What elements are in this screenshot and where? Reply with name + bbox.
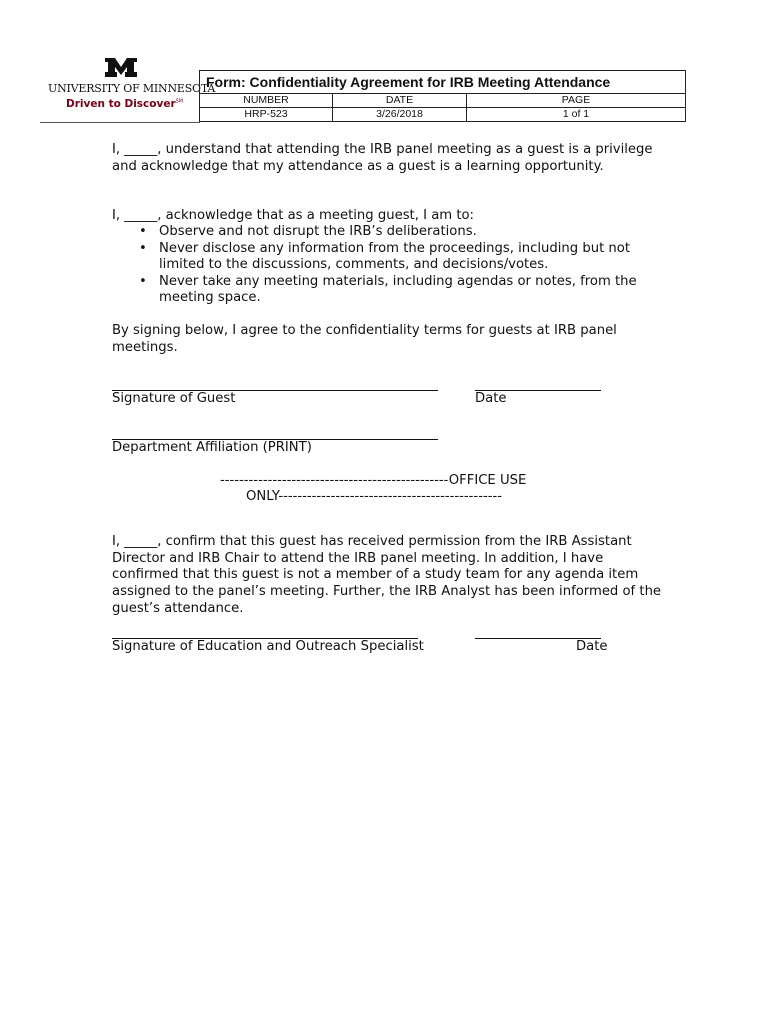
list-item [112, 224, 672, 241]
obligations-list [112, 224, 672, 307]
department-label: Department Affiliation (PRINT) [112, 440, 312, 455]
guest-date-label: Date [475, 391, 507, 406]
logo-tagline [66, 98, 183, 110]
bullet-icon: • [139, 240, 147, 256]
list-item [112, 274, 672, 307]
header-divider [40, 122, 200, 123]
guest-signature-label: Signature of Guest [112, 391, 236, 406]
office-use-divider: ------------------------------------------------OFFICE USE [220, 473, 527, 488]
date-value: 3/26/2018 [376, 108, 423, 120]
date-label: DATE [333, 94, 466, 108]
acknowledge-paragraph: I, _____, acknowledge that as a meeting guest, I am to: [112, 208, 474, 223]
date-cell [333, 94, 467, 121]
consent-paragraph: By signing below, I agree to the confidentiality terms for guests at IRB panel meetings. [112, 323, 617, 355]
office-use-divider-cont: ONLY----------------------------------------------- [246, 489, 502, 504]
bullet-text: Never disclose any information from the proceedings, including but not limited to the discussions, comments, and decisions/votes. [159, 240, 631, 272]
specialist-signature-label: Signature of Education and Outreach Specialist [112, 639, 424, 654]
understanding-paragraph: I, _____, understand that attending the IRB panel meeting as a guest is a privilege and acknowledge that my attendance as a guest is a learning opportunity. [112, 142, 653, 174]
list-item [112, 241, 672, 274]
university-logo [44, 56, 216, 118]
number-value: HRP-523 [244, 108, 288, 120]
page-cell [467, 94, 685, 121]
form-title: Form: Confidentiality Agreement for IRB Meeting Attendance [206, 74, 611, 90]
page-value: 1 of 1 [562, 108, 590, 120]
specialist-date-label: Date [576, 639, 608, 654]
confirmation-paragraph: I, _____, confirm that this guest has received permission from the IRB Assistant Director and IRB Chair to attend the IRB panel meeting. In addition, I have confirmed that this guest is not a member of a study team for any agenda item assigned to the panel’s meeting. Further, the IRB Analyst has been informed of the guest’s attendance. [112, 534, 662, 616]
form-meta-grid [200, 93, 685, 121]
service-mark: SM [175, 98, 184, 105]
number-label: NUMBER [200, 94, 332, 108]
bullet-icon: • [139, 224, 147, 239]
bullet-icon: • [139, 273, 147, 289]
university-name: UNIVERSITY OF MINNESOTA [48, 82, 216, 95]
logo-tagline-text: Driven to Discover [66, 98, 176, 110]
page-label: PAGE [467, 94, 685, 108]
bullet-text: Observe and not disrupt the IRB’s deliberations. [159, 224, 477, 239]
number-cell [200, 94, 333, 121]
block-m-icon [104, 56, 138, 78]
bullet-text: Never take any meeting materials, including agendas or notes, from the meeting space. [159, 273, 637, 305]
form-header-box [199, 70, 686, 122]
